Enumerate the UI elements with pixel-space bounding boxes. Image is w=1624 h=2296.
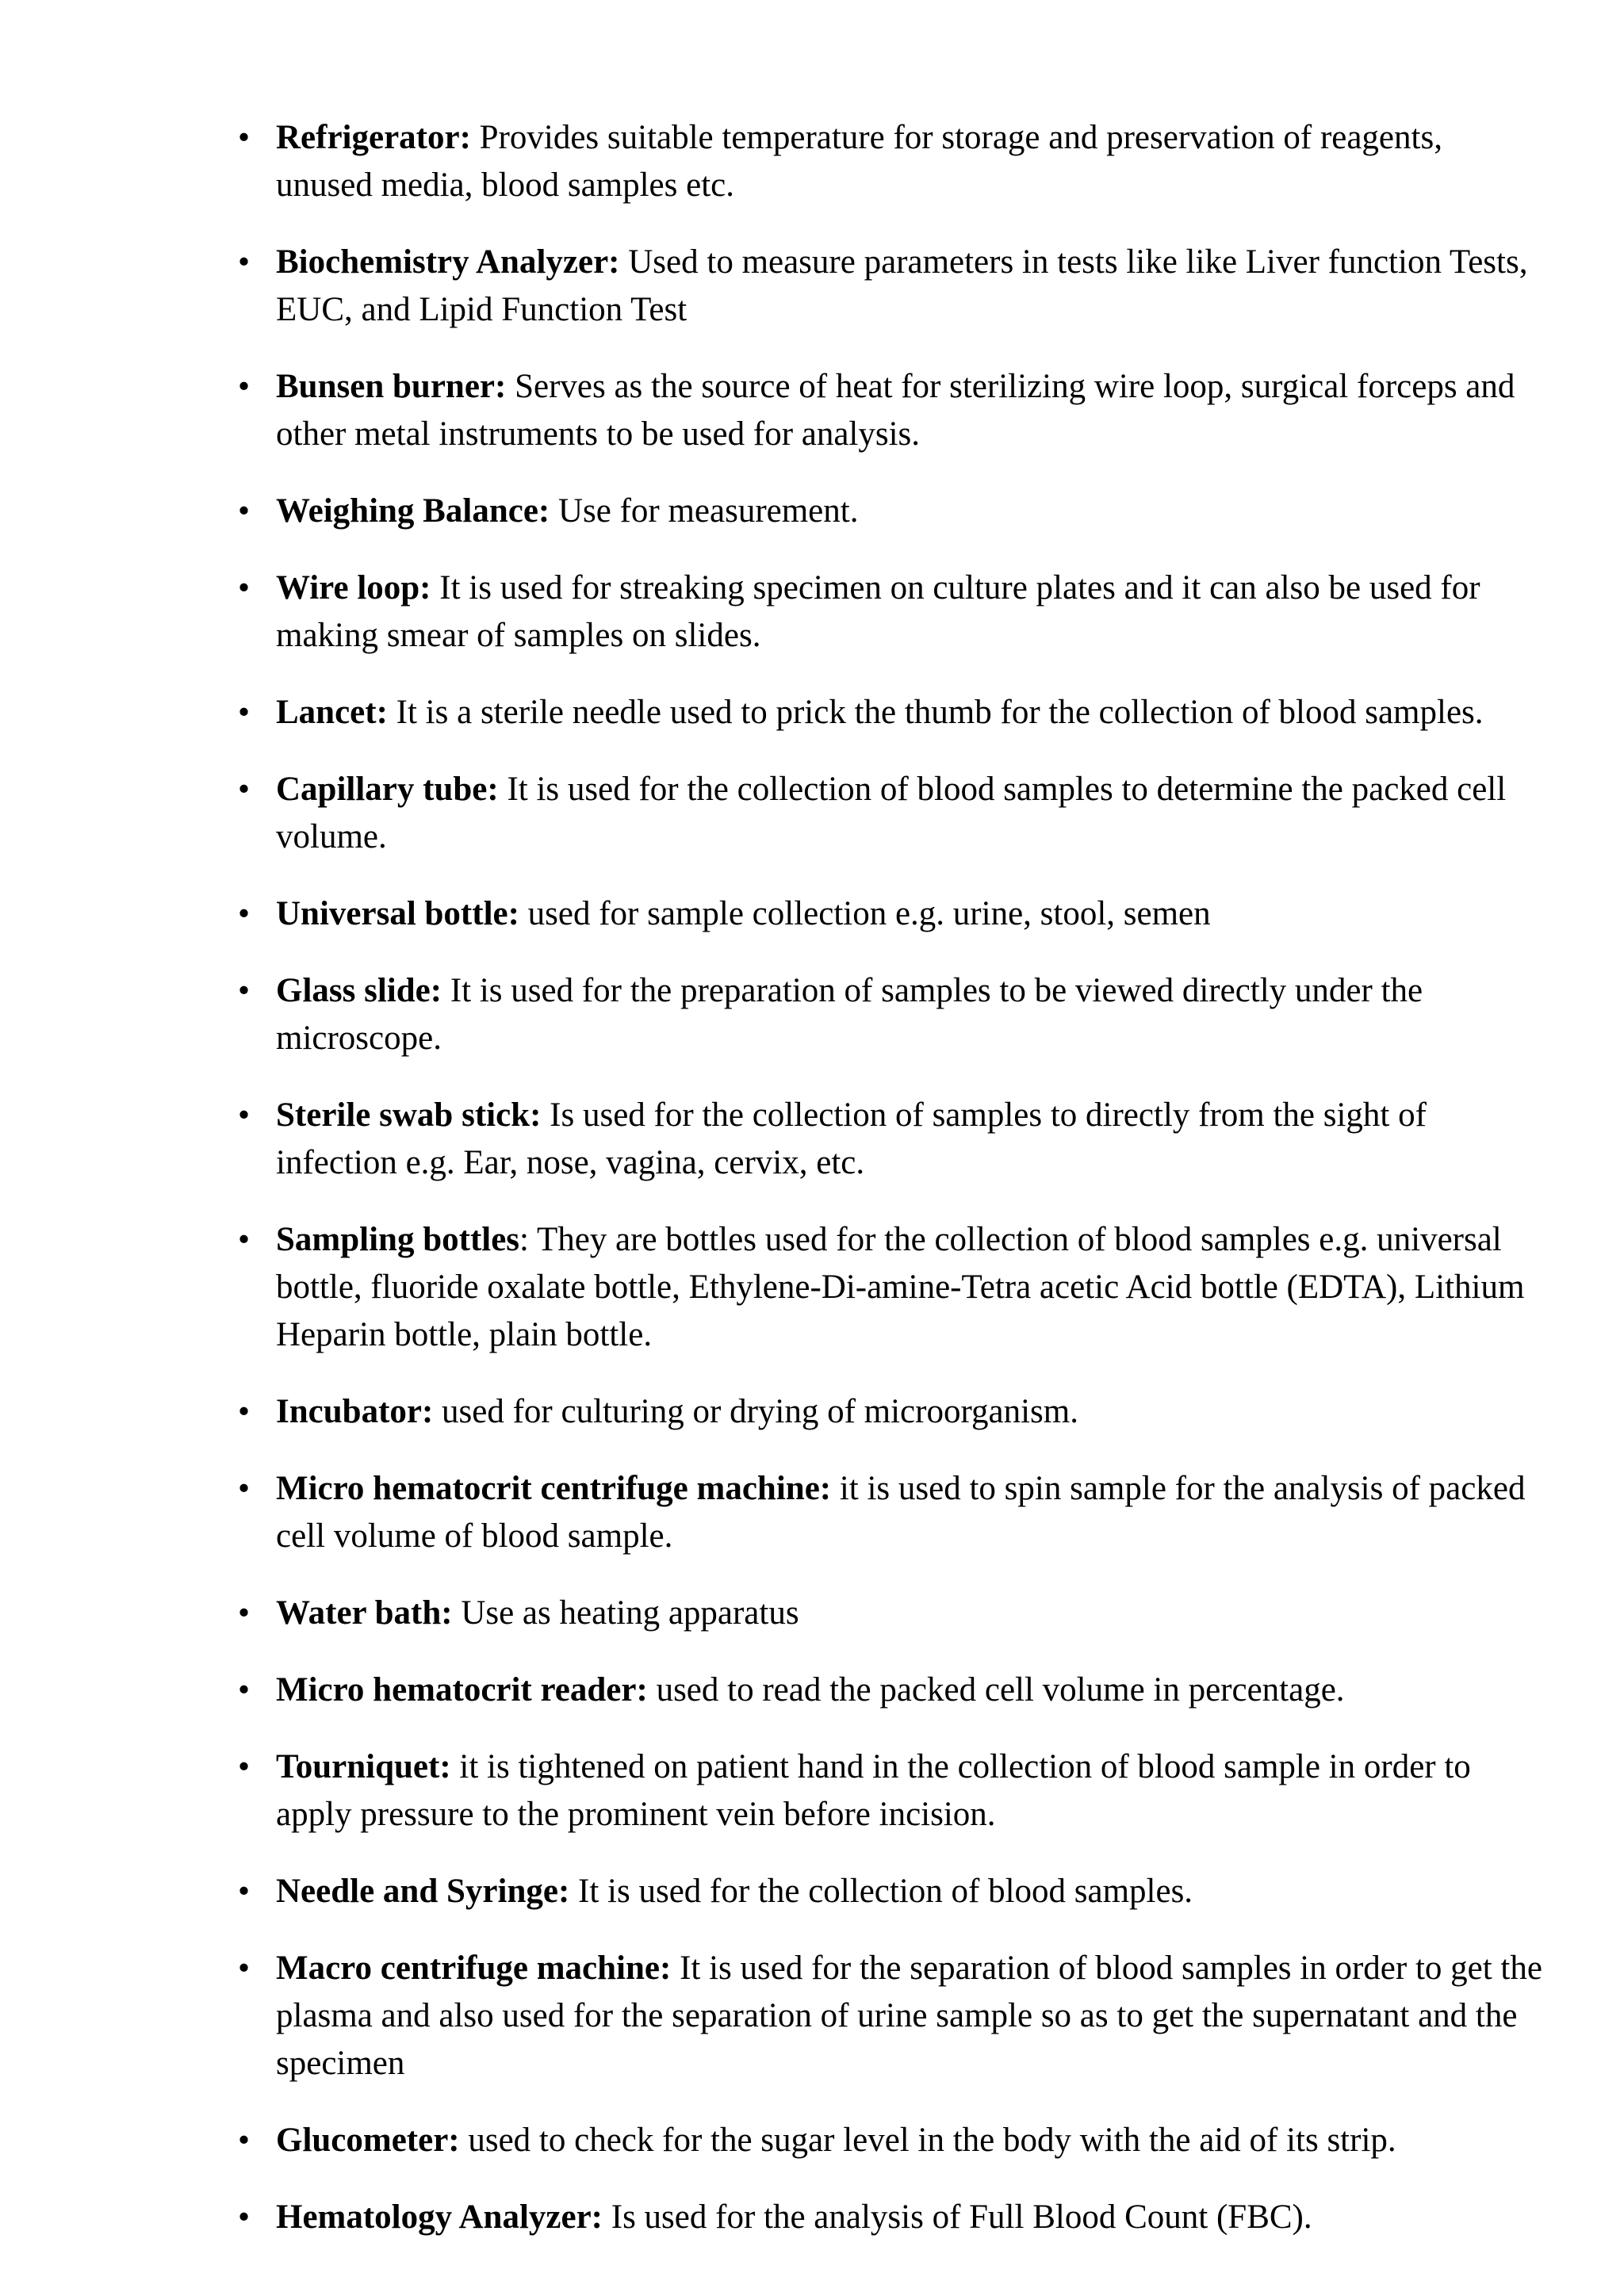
item-description: Is used for the collection of samples to directly from the sight of infection e.g. Ear, nose, vagina, cervix, etc. xyxy=(276,1096,1427,1181)
item-term: Lancet: xyxy=(276,694,388,731)
bullet-icon: • xyxy=(238,1221,251,1258)
list-item xyxy=(238,1388,1545,1436)
bullet-icon: • xyxy=(238,1470,251,1507)
item-description: It is used for the collection of blood samples to determine the packed cell volume. xyxy=(276,771,1507,855)
item-term: Universal bottle: xyxy=(276,895,519,932)
list-item xyxy=(238,2117,1545,2164)
item-term: Glucometer: xyxy=(276,2122,460,2159)
bullet-icon: • xyxy=(238,119,251,156)
item-description: Serves as the source of heat for sterilizing wire loop, surgical forceps and other metal instruments to be used for analysis. xyxy=(276,368,1515,453)
bullet-icon: • xyxy=(238,1393,251,1430)
item-description: It is used for streaking specimen on culture plates and it can also be used for making smear of samples on slides. xyxy=(276,569,1480,654)
list-item xyxy=(238,1092,1545,1187)
list-item xyxy=(238,967,1545,1062)
bullet-icon: • xyxy=(238,694,251,731)
item-term: Capillary tube: xyxy=(276,771,499,808)
item-term: Wire loop: xyxy=(276,569,431,607)
item-term: Sterile swab stick: xyxy=(276,1096,542,1134)
item-description: Provides suitable temperature for storage and preservation of reagents, unused media, blood samples etc. xyxy=(276,119,1442,204)
item-term: Hematology Analyzer: xyxy=(276,2198,603,2236)
item-description: it is used to spin sample for the analysis of packed cell volume of blood sample. xyxy=(276,1470,1526,1555)
bullet-icon: • xyxy=(238,1096,251,1134)
item-term: Needle and Syringe: xyxy=(276,1873,570,1910)
item-term: Bunsen burner: xyxy=(276,368,507,405)
item-term: Glass slide: xyxy=(276,972,442,1009)
item-description: It is used for the collection of blood samples. xyxy=(569,1873,1193,1910)
bullet-icon: • xyxy=(238,492,251,530)
list-item xyxy=(238,1667,1545,1714)
bullet-icon: • xyxy=(238,972,251,1009)
item-term: Micro hematocrit reader: xyxy=(276,1671,648,1709)
item-term: Biochemistry Analyzer: xyxy=(276,243,620,281)
list-item xyxy=(238,363,1545,458)
item-description: used to check for the sugar level in the body with the aid of its strip. xyxy=(459,2122,1396,2159)
list-item xyxy=(238,114,1545,209)
item-description: it is tightened on patient hand in the collection of blood sample in order to apply pressure to the prominent vein before incision. xyxy=(276,1748,1471,1833)
list-item xyxy=(238,689,1545,737)
item-description: It is used for the preparation of samples to be viewed directly under the microscope. xyxy=(276,972,1423,1057)
list-item xyxy=(238,2194,1545,2241)
list-item xyxy=(238,1216,1545,1359)
list-item xyxy=(238,239,1545,334)
list-item xyxy=(238,488,1545,535)
item-term: Incubator: xyxy=(276,1393,434,1430)
item-term: Refrigerator: xyxy=(276,119,471,156)
item-term: Weighing Balance: xyxy=(276,492,550,530)
bullet-icon: • xyxy=(238,1748,251,1785)
item-term: Water bath: xyxy=(276,1594,453,1632)
item-description: Used to measure parameters in tests like like Liver function Tests, EUC, and Lipid Function Test xyxy=(276,243,1528,328)
item-description: Use as heating apparatus xyxy=(452,1594,799,1632)
bullet-icon: • xyxy=(238,243,251,281)
item-description: It is a sterile needle used to prick the thumb for the collection of blood samples. xyxy=(387,694,1484,731)
list-item xyxy=(238,1945,1545,2087)
list-item xyxy=(238,1743,1545,1839)
item-description: used to read the packed cell volume in percentage. xyxy=(647,1671,1345,1709)
list-item xyxy=(238,1590,1545,1637)
item-term: Tourniquet: xyxy=(276,1748,451,1785)
bullet-icon: • xyxy=(238,1873,251,1910)
bullet-icon: • xyxy=(238,2198,251,2236)
list-item xyxy=(238,1465,1545,1560)
equipment-list xyxy=(238,114,1545,2271)
bullet-icon: • xyxy=(238,569,251,607)
item-description: Use for measurement. xyxy=(550,492,859,530)
item-description: It is used for the separation of blood samples in order to get the plasma and also used for the separation of urine sample so as to get the supernatant and the specimen xyxy=(276,1950,1542,2082)
item-term: Macro centrifuge machine: xyxy=(276,1950,672,1987)
item-term: Micro hematocrit centrifuge machine: xyxy=(276,1470,832,1507)
bullet-icon: • xyxy=(238,1671,251,1709)
bullet-icon: • xyxy=(238,1950,251,1987)
bullet-icon: • xyxy=(238,895,251,932)
item-description: used for sample collection e.g. urine, stool, semen xyxy=(519,895,1211,932)
list-item xyxy=(238,766,1545,861)
item-description: used for culturing or drying of microorganism. xyxy=(433,1393,1078,1430)
item-description: : They are bottles used for the collection of blood samples e.g. universal bottle, fluoride oxalate bottle, Ethylene-Di-amine-Tetra acetic Acid bottle (EDTA), Lithium Heparin bottle, plain bottle. xyxy=(276,1221,1525,1353)
item-description: Is used for the analysis of Full Blood Count (FBC). xyxy=(603,2198,1312,2236)
bullet-icon: • xyxy=(238,368,251,405)
bullet-icon: • xyxy=(238,1594,251,1632)
list-item xyxy=(238,564,1545,660)
item-term: Sampling bottles xyxy=(276,1221,520,1258)
bullet-icon: • xyxy=(238,771,251,808)
list-item xyxy=(238,890,1545,938)
list-item xyxy=(238,1868,1545,1915)
bullet-icon: • xyxy=(238,2122,251,2159)
